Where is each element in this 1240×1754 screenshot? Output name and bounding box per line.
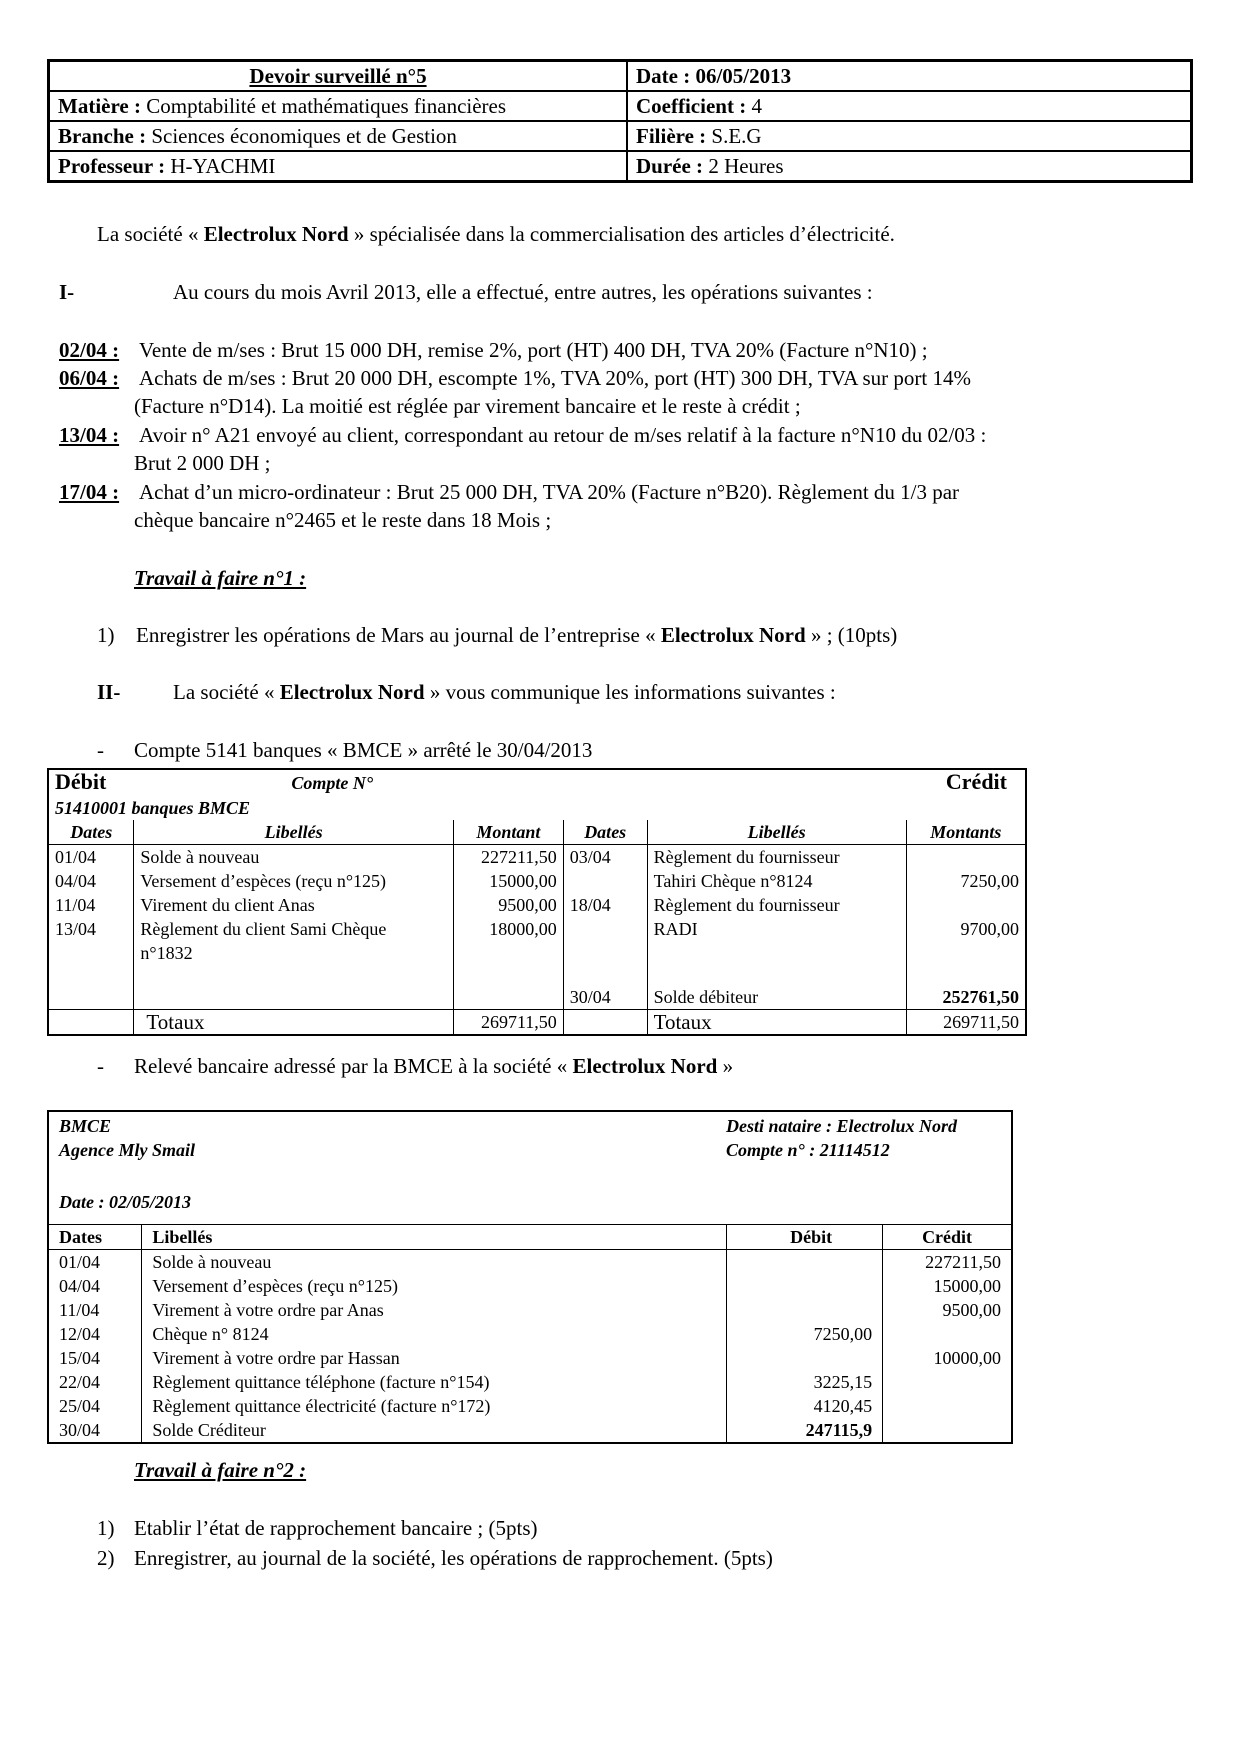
cell: 11/04: [48, 1298, 142, 1322]
compte-text: Compte 5141 banques « BMCE » arrêté le 30/04/2013: [134, 738, 593, 762]
coef-cell: [627, 91, 1192, 121]
prof-cell: [49, 151, 628, 182]
header-table: [47, 59, 1193, 183]
exam-title: Devoir surveillé n°5: [49, 61, 628, 92]
cell: 11/04: [48, 893, 134, 917]
cell: [906, 941, 1026, 965]
op-date: 06/04 :: [59, 366, 120, 390]
col-header: Libellés: [142, 1225, 726, 1250]
cell: Virement à votre ordre par Hassan: [142, 1346, 726, 1370]
filiere-value: S.E.G: [706, 123, 762, 148]
duree-label: Durée :: [636, 153, 704, 178]
releve-dash: -: [97, 1054, 104, 1078]
cell: Versement d’espèces (reçu n°125): [142, 1274, 726, 1298]
cell: 30/04: [48, 1418, 142, 1443]
task-number: 2): [97, 1546, 115, 1570]
cell: 3225,15: [726, 1370, 882, 1394]
cell: Règlement quittance téléphone (facture n°154): [142, 1370, 726, 1394]
statement-account: Compte n° : 21114512: [726, 1140, 890, 1160]
cell: 18/04: [563, 893, 647, 917]
op-line: Vente de m/ses : Brut 15 000 DH, remise 2%, port (HT) 400 DH, TVA 20% (Facture n°N10) ;: [139, 338, 928, 362]
branche-cell: [49, 121, 628, 151]
cell: [726, 1298, 882, 1322]
solde-debiteur-amount: 252761,50: [906, 985, 1026, 1010]
cell: 03/04: [563, 845, 647, 870]
task1-number: 1): [97, 623, 115, 647]
table-row: [48, 965, 1026, 985]
statement-header-block: [48, 1111, 1012, 1225]
filiere-cell: [627, 121, 1192, 151]
cell: [647, 941, 906, 965]
cell: Règlement du fournisseur: [647, 893, 906, 917]
col-header: Dates: [48, 820, 134, 845]
cell: Chèque n° 8124: [142, 1322, 726, 1346]
part2-company: Electrolux Nord: [279, 680, 425, 704]
op-line: Brut 2 000 DH ;: [134, 451, 271, 475]
task-text: Etablir l’état de rapprochement bancaire ; (5pts): [134, 1516, 538, 1540]
cell: Règlement du fournisseur: [647, 845, 906, 870]
statement-agency: Agence Mly Smail: [59, 1140, 195, 1160]
cell: 01/04: [48, 1250, 142, 1275]
col-header: Libellés: [134, 820, 453, 845]
travail2-title: Travail à faire n°2 :: [134, 1458, 307, 1482]
op-line: Avoir n° A21 envoyé au client, correspondant au retour de m/ses relatif à la facture n°N10 du 02/03 :: [139, 423, 987, 447]
totals-row: [48, 1010, 1026, 1036]
op-line: (Facture n°D14). La moitié est réglée par virement bancaire et le reste à crédit ;: [134, 394, 801, 418]
cell: [883, 1370, 1012, 1394]
cell: [883, 1322, 1012, 1346]
table-row: [48, 845, 1026, 870]
filiere-label: Filière :: [636, 123, 707, 148]
part2-text: [173, 680, 836, 705]
part1-text: Au cours du mois Avril 2013, elle a effectué, entre autres, les opérations suivantes :: [173, 280, 873, 304]
cell: Solde à nouveau: [134, 845, 453, 870]
debit-label: Débit: [55, 769, 107, 794]
releve-b: »: [717, 1054, 734, 1078]
cell: 22/04: [48, 1370, 142, 1394]
col-header: Débit: [726, 1225, 882, 1250]
matiere-label: Matière :: [58, 93, 141, 118]
cell: [563, 917, 647, 941]
intro-b: » spécialisée dans la commercialisation des articles d’électricité.: [348, 222, 895, 246]
cell: Virement du client Anas: [134, 893, 453, 917]
part1-number: I-: [59, 280, 75, 304]
prof-label: Professeur :: [58, 153, 166, 178]
cell: [48, 941, 134, 965]
cell: RADI: [647, 917, 906, 941]
col-header: Dates: [48, 1225, 142, 1250]
cell: 13/04: [48, 917, 134, 941]
cell: Solde à nouveau: [142, 1250, 726, 1275]
cell: [726, 1274, 882, 1298]
releve-text: [134, 1054, 733, 1079]
intro-text: [97, 222, 895, 247]
cell: 9500,00: [883, 1298, 1012, 1322]
cell: 01/04: [48, 845, 134, 870]
cell: [906, 845, 1026, 870]
compte-dash: -: [97, 738, 104, 762]
travail1-title: Travail à faire n°1 :: [134, 566, 307, 590]
intro-a: La société «: [97, 222, 204, 246]
cell: [563, 941, 647, 965]
account-title-row: [48, 769, 1026, 820]
table-row: [48, 893, 1026, 917]
cell: 227211,50: [453, 845, 563, 870]
cell: Solde Créditeur: [142, 1418, 726, 1443]
cell: 15000,00: [883, 1274, 1012, 1298]
statement-date: Date : 02/05/2013: [59, 1192, 191, 1212]
op-line: chèque bancaire n°2465 et le reste dans 18 Mois ;: [134, 508, 552, 532]
cell: 9700,00: [906, 917, 1026, 941]
cell: [906, 893, 1026, 917]
task-text: Enregistrer, au journal de la société, les opérations de rapprochement. (5pts): [134, 1546, 773, 1570]
statement-bank: BMCE: [59, 1116, 112, 1136]
col-header: Crédit: [883, 1225, 1012, 1250]
totals-label: Totaux: [647, 1010, 906, 1036]
cell: Règlement du client Sami Chèque: [134, 917, 453, 941]
cell: [883, 1418, 1012, 1443]
table-row: [48, 1346, 1012, 1370]
statement-col-headers: [48, 1225, 1012, 1250]
cell: [453, 985, 563, 1010]
coef-value: 4: [746, 93, 762, 118]
prof-value: H-YACHMI: [165, 153, 276, 178]
op-line: Achat d’un micro-ordinateur : Brut 25 000 DH, TVA 20% (Facture n°B20). Règlement du 1/3 par: [139, 480, 960, 504]
col-header: Montant: [453, 820, 563, 845]
cell: Solde débiteur: [647, 985, 906, 1010]
col-header: Dates: [563, 820, 647, 845]
cell: 227211,50: [883, 1250, 1012, 1275]
part2-number: II-: [97, 680, 121, 704]
cell: 7250,00: [726, 1322, 882, 1346]
cell: 15000,00: [453, 869, 563, 893]
col-header: Libellés: [647, 820, 906, 845]
cell: 04/04: [48, 1274, 142, 1298]
cell: 9500,00: [453, 893, 563, 917]
cell: Règlement quittance électricité (facture n°172): [142, 1394, 726, 1418]
cell: [134, 985, 453, 1010]
cell: 4120,45: [726, 1394, 882, 1418]
op-date: 13/04 :: [59, 423, 120, 447]
bank-account-table: [47, 768, 1027, 1036]
table-row: [48, 1418, 1012, 1443]
table-row: [48, 941, 1026, 965]
cell: 7250,00: [906, 869, 1026, 893]
releve-company: Electrolux Nord: [572, 1054, 718, 1078]
cell: 12/04: [48, 1322, 142, 1346]
duree-value: 2 Heures: [703, 153, 784, 178]
account-title: Compte N° 51410001 banques BMCE: [55, 773, 374, 818]
cell: 30/04: [563, 985, 647, 1010]
cell: 04/04: [48, 869, 134, 893]
intro-company: Electrolux Nord: [203, 222, 349, 246]
table-row: [48, 1322, 1012, 1346]
cell: Tahiri Chèque n°8124: [647, 869, 906, 893]
cell: Virement à votre ordre par Anas: [142, 1298, 726, 1322]
task1-text: [136, 623, 897, 648]
branche-value: Sciences économiques et de Gestion: [146, 123, 457, 148]
bank-statement-table: [47, 1110, 1013, 1444]
statement-meta: [49, 1112, 1011, 1224]
totals-credit: 269711,50: [906, 1010, 1026, 1036]
credit-label: Crédit: [945, 769, 1007, 794]
matiere-value: Comptabilité et mathématiques financières: [140, 93, 507, 118]
matiere-cell: [49, 91, 628, 121]
totals-debit: 269711,50: [453, 1010, 563, 1036]
task1-a: Enregistrer les opérations de Mars au journal de l’entreprise «: [136, 623, 661, 647]
table-row: [48, 1298, 1012, 1322]
task1-b: » ; (10pts): [805, 623, 898, 647]
cell: [48, 985, 134, 1010]
col-header: Montants: [906, 820, 1026, 845]
totals-label: Totaux: [134, 1010, 453, 1036]
cell: n°1832: [134, 941, 453, 965]
part2-b: » vous communique les informations suivantes :: [424, 680, 836, 704]
table-row: [48, 869, 1026, 893]
duree-cell: [627, 151, 1192, 182]
op-date: 02/04 :: [59, 338, 120, 362]
part2-a: La société «: [173, 680, 280, 704]
table-row: [48, 1274, 1012, 1298]
cell: [883, 1394, 1012, 1418]
cell: [726, 1250, 882, 1275]
account-header-row: [48, 820, 1026, 845]
cell: Versement d’espèces (reçu n°125): [134, 869, 453, 893]
releve-a: Relevé bancaire adressé par la BMCE à la société «: [134, 1054, 573, 1078]
cell: 25/04: [48, 1394, 142, 1418]
table-row: [48, 1250, 1012, 1275]
statement-destinataire: Desti nataire : Electrolux Nord: [726, 1116, 958, 1136]
cell: 18000,00: [453, 917, 563, 941]
task1-company: Electrolux Nord: [660, 623, 806, 647]
table-row: [48, 985, 1026, 1010]
op-date: 17/04 :: [59, 480, 120, 504]
cell: [726, 1346, 882, 1370]
task-number: 1): [97, 1516, 115, 1540]
exam-date: Date : 06/05/2013: [627, 61, 1192, 92]
cell: 15/04: [48, 1346, 142, 1370]
cell: [563, 869, 647, 893]
coef-label: Coefficient :: [636, 93, 747, 118]
solde-crediteur-amount: 247115,9: [726, 1418, 882, 1443]
table-row: [48, 1394, 1012, 1418]
branche-label: Branche :: [58, 123, 147, 148]
cell: [453, 941, 563, 965]
cell: 10000,00: [883, 1346, 1012, 1370]
table-row: [48, 917, 1026, 941]
table-row: [48, 1370, 1012, 1394]
op-line: Achats de m/ses : Brut 20 000 DH, escompte 1%, TVA 20%, port (HT) 300 DH, TVA sur port 14%: [139, 366, 971, 390]
